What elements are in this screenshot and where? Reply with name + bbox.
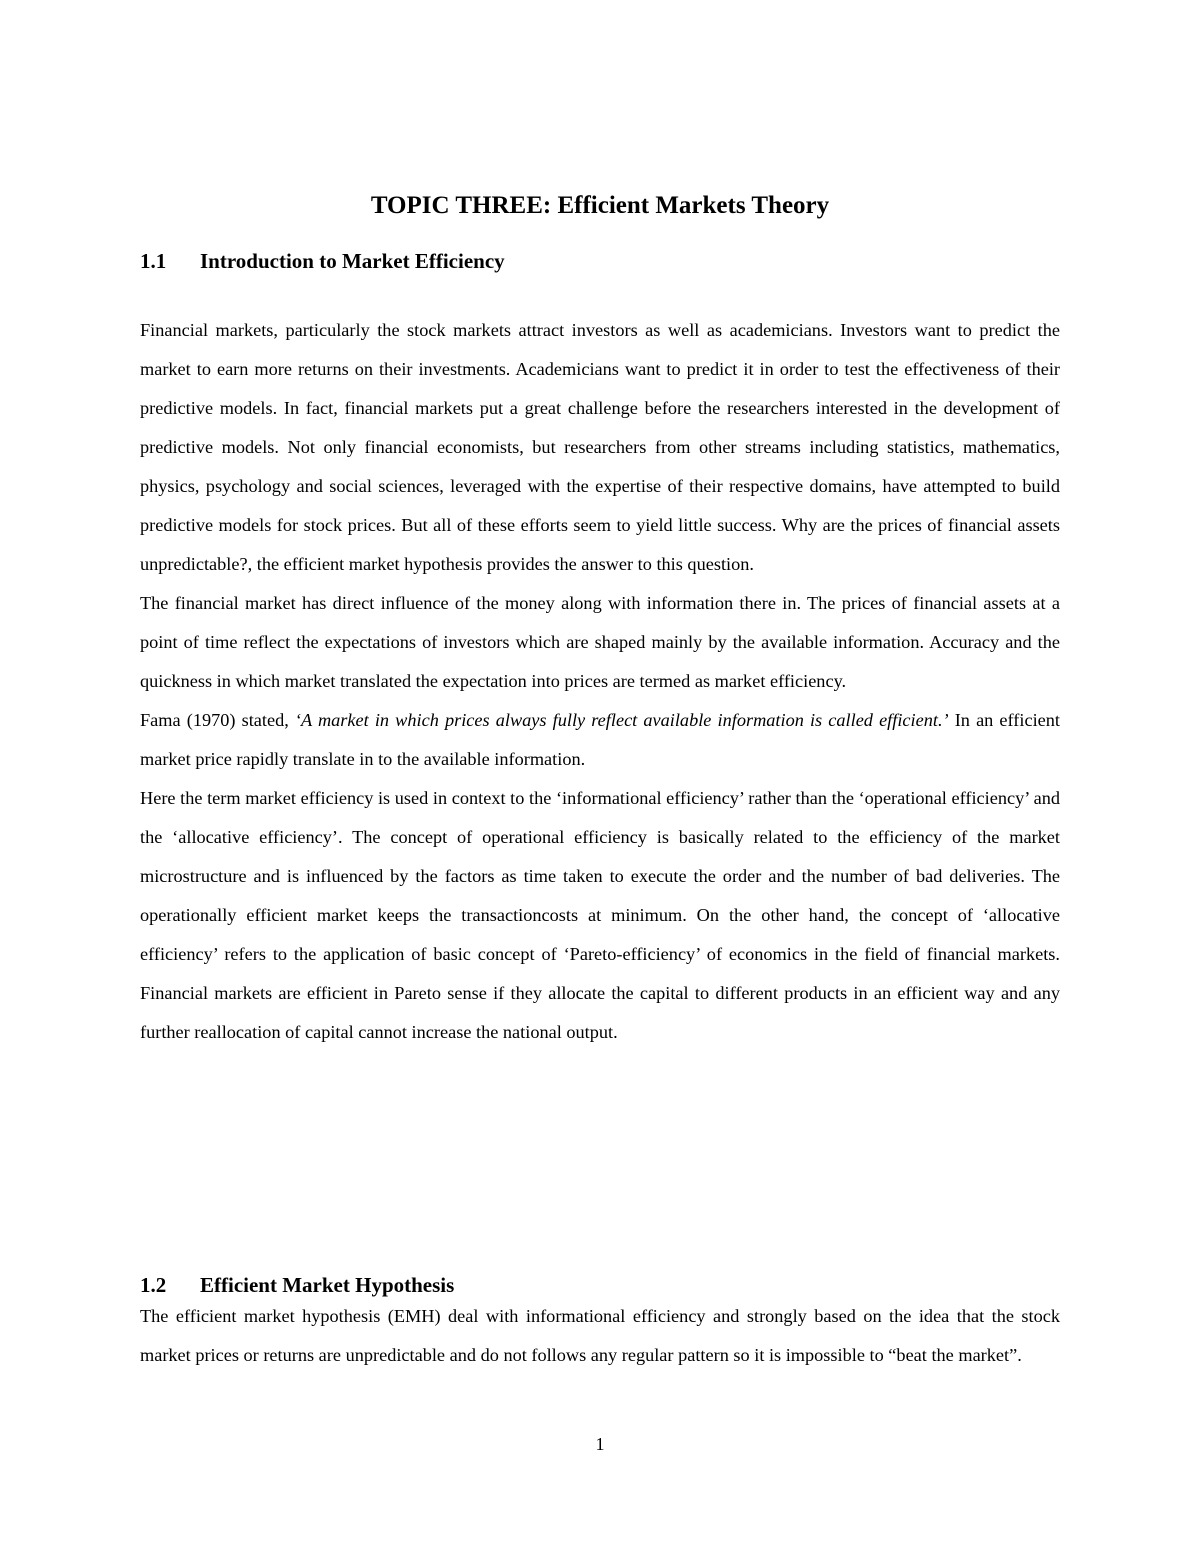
paragraph-tail: In an efficient market price rapidly translate in to the available information.: [140, 710, 1061, 769]
paragraph: Financial markets, particularly the stock markets attract investors as well as academicians. Investors want to predict the market to earn more returns on their investments. Academicians want to predict it in order to test the effectiveness of their predictive models. In fact, financial markets put a great challenge before the researchers interested in the development of predictive models. Not only financial economists, but researchers from other streams including statistics, mathematics, physics, psychology and social sciences, leveraged with the expertise of their respective domains, have attempted to build predictive models for stock prices. But all of these efforts seem to yield little success. Why are the prices of financial assets unpredictable?, the efficient market hypothesis provides the answer to this question.: [140, 320, 1060, 574]
section-heading-intro: [140, 246, 505, 276]
section-heading-emh: [140, 1270, 454, 1300]
paragraph: The financial market has direct influence of the money along with information there in. The prices of financial assets at a point of time reflect the expectations of investors which are shaped mainly by the available information. Accuracy and the quickness in which market translated the expectation into prices are termed as market efficiency.: [140, 593, 1060, 691]
paragraph: The efficient market hypothesis (EMH) deal with informational efficiency and strongly based on the idea that the stock market prices or returns are unpredictable and do not follows any regular pattern so it is impossible to “beat the market”.: [140, 1306, 1060, 1365]
paragraph: Here the term market efficiency is used in context to the ‘informational efficiency’ rather than the ‘operational efficiency’ and the ‘allocative efficiency’. The concept of operational efficiency is basically related to the efficiency of the market microstructure and is influenced by the factors as time taken to execute the order and the number of bad deliveries. The operationally efficient market keeps the transactioncosts at minimum. On the other hand, the concept of ‘allocative efficiency’ refers to the application of basic concept of ‘Pareto-efficiency’ of economics in the field of financial markets. Financial markets are efficient in Pareto sense if they allocate the capital to different products in an efficient way and any further reallocation of capital cannot increase the national output.: [140, 788, 1060, 1042]
paragraph-lead: Fama (1970) stated,: [140, 710, 295, 730]
section-body-emh: [140, 1297, 1060, 1375]
page-number: 1: [595, 1434, 605, 1454]
page-title: TOPIC THREE: Efficient Markets Theory: [370, 192, 830, 219]
section-number: 1.1: [140, 249, 167, 273]
section-number: 1.2: [140, 1273, 167, 1297]
section-body-intro: [140, 311, 1060, 1052]
section-heading-text: Introduction to Market Efficiency: [200, 249, 505, 273]
fama-quote: ‘A market in which prices always fully reflect available information is called efficient.’: [294, 710, 949, 730]
paragraph-fama-quote: [140, 701, 1060, 779]
section-heading-text: Efficient Market Hypothesis: [200, 1273, 455, 1297]
